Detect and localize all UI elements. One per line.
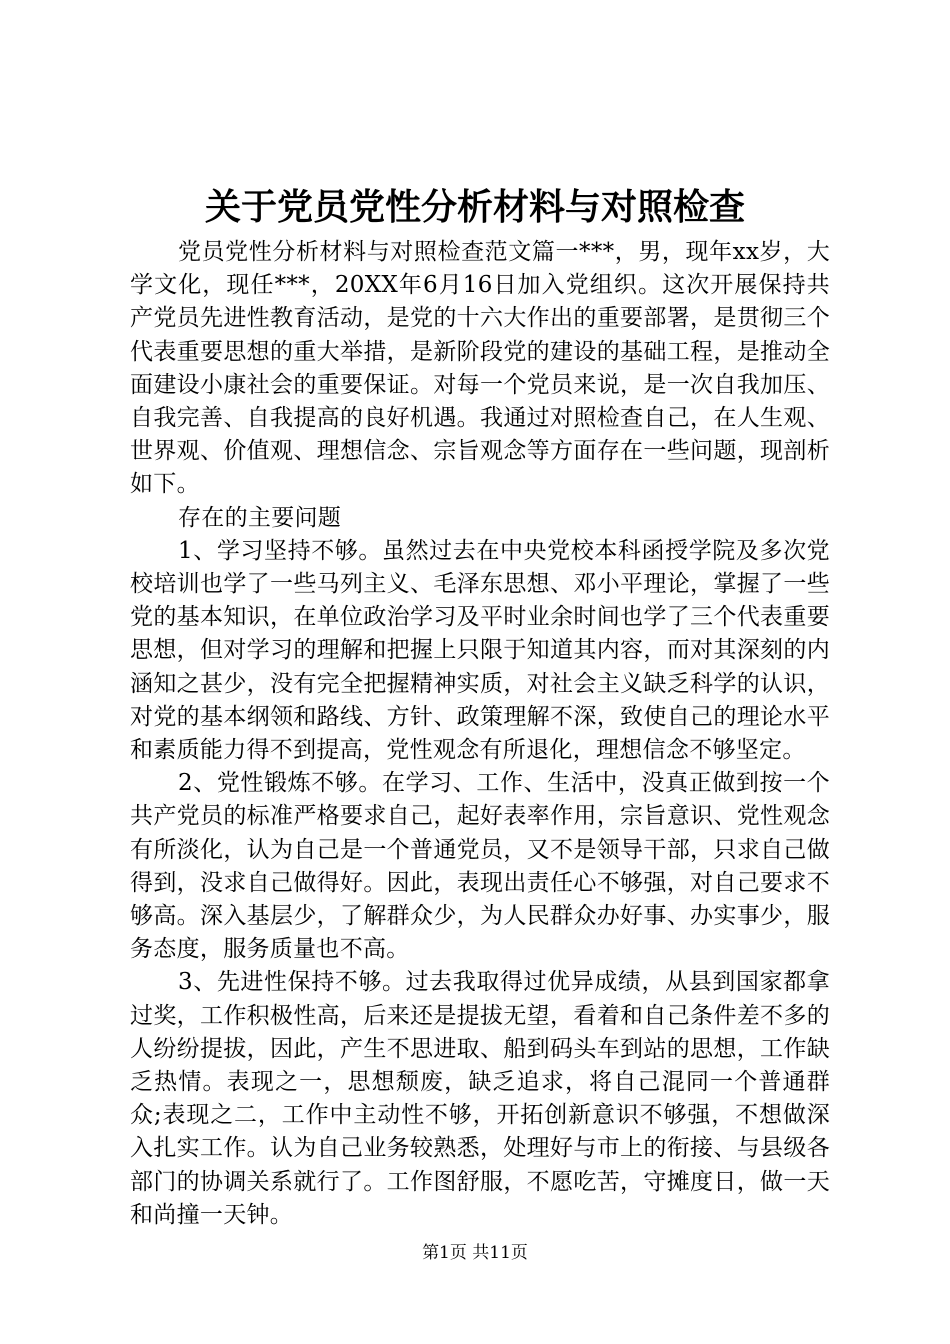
document-body xyxy=(130,236,830,1232)
document-title: 关于党员党性分析材料与对照检查 xyxy=(204,186,745,228)
page-footer: 第1页 共11页 xyxy=(422,1243,528,1263)
paragraph-intro: 党员党性分析材料与对照检查范文篇一***，男，现年xx岁，大学文化，现任***，20XX年6月16日加入党组织。这次开展保持共产党员先进性教育活动，是党的十六大作出的重要部署，是贯彻三个代表重要思想的重大举措，是新阶段党的建设的基础工程，是推动全面建设小康社会的重要保证。对每一个党员来说，是一次自我加压、自我完善、自我提高的良好机遇。我通过对照检查自己，在人生观、世界观、价值观、理想信念、宗旨观念等方面存在一些问题，现剖析如下。 xyxy=(130,239,830,498)
paragraph-item-3: 3、先进性保持不够。过去我取得过优异成绩，从县到国家都拿过奖，工作积极性高，后来还是提拔无望，看着和自己条件差不多的人纷纷提拔，因此，产生不思进取、船到码头车到站的思想，工作缺乏热情。表现之一，思想颓废，缺乏追求，将自己混同一个普通群众;表现之二，工作中主动性不够，开拓创新意识不够强，不想做深入扎实工作。认为自己业务较熟悉，处理好与市上的衔接、与县级各部门的协调关系就行了。工作图舒服，不愿吃苦，守摊度日，做一天和尚撞一天钟。 xyxy=(130,969,830,1228)
paragraph-item-2: 2、党性锻炼不够。在学习、工作、生活中，没真正做到按一个共产党员的标准严格要求自己，起好表率作用，宗旨意识、党性观念有所淡化，认为自己是一个普通党员，又不是领导干部，只求自己做得到，没求自己做得好。因此，表现出责任心不够强，对自己要求不够高。深入基层少，了解群众少，为人民群众办好事、办实事少，服务态度，服务质量也不高。 xyxy=(130,770,830,963)
paragraph-section-heading: 存在的主要问题 xyxy=(178,504,342,531)
paragraph-item-1: 1、学习坚持不够。虽然过去在中央党校本科函授学院及多次党校培训也学了一些马列主义、毛泽东思想、邓小平理论，掌握了一些党的基本知识，在单位政治学习及平时业余时间也学了三个代表重要思想，但对学习的理解和把握上只限于知道其内容，而对其深刻的内涵知之甚少，没有完全把握精神实质，对社会主义缺乏科学的认识，对党的基本纲领和路线、方针、政策理解不深，致使自己的理论水平和素质能力得不到提高，党性观念有所退化，理想信念不够坚定。 xyxy=(130,537,830,764)
